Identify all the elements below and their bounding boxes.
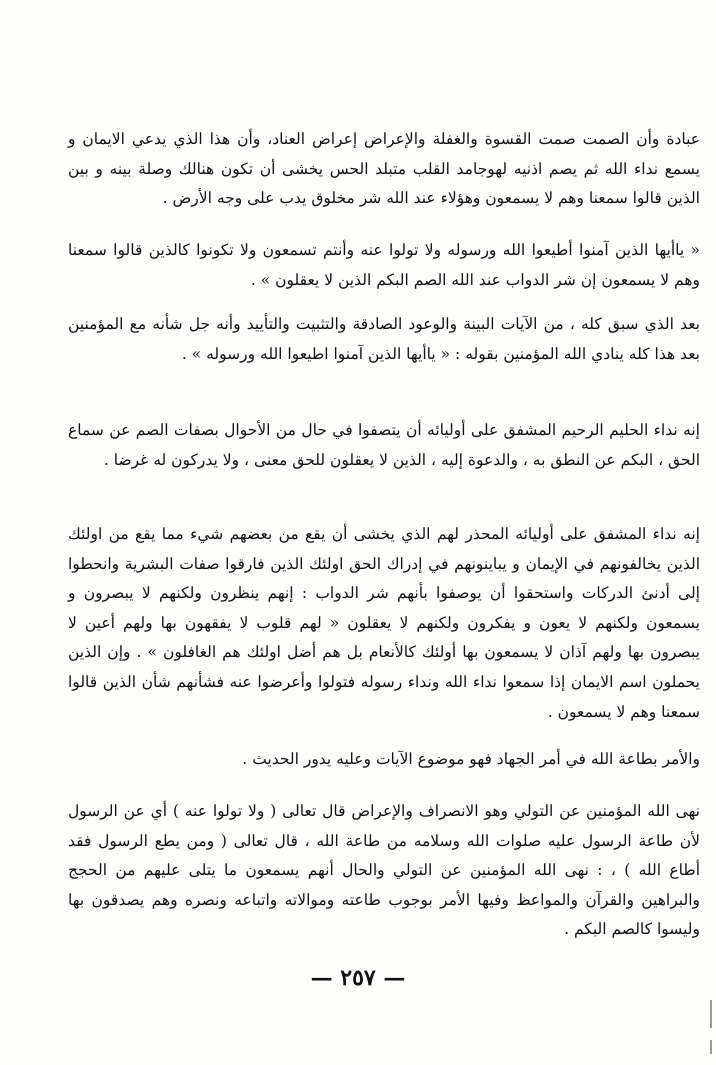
page-number: — ٢٥٧ — [310, 965, 406, 991]
paragraph-2-quran-verse: « ياأيها الذين آمنوا أطيعوا الله ورسوله ولا تولوا عنه وأنتم تسمعون ولا تكونوا كالذين قالوا سمعنا وهم لا يسمعون إن شر الدواب عند الله الصم البكم الذين لا يعقلون » . [68, 241, 700, 289]
paragraph-3: بعد الذي سبق كله ، من الآيات البينة والوعود الصادقة والتثبيت والتأييد وأنه جل شأنه مع المؤمنين بعد هذا كله ينادي الله المؤمنين بقوله : « ياأيها الذين آمنوا اطيعوا الله ورسوله » . [68, 315, 700, 363]
paragraph-4: إنه نداء الحليم الرحيم المشفق على أوليائه أن يتصفوا في حال من الأحوال بصفات الصم عن سماع الحق ، البكم عن النطق به ، والدعوة إليه ، الذين لا يعقلون للحق معنى ، ولا يدركون له غرضا . [68, 421, 700, 469]
paragraph-1: عبادة وأن الصمت صمت القسوة والغفلة والإعراض إعراض العناد، وأن هذا الذي يدعي الايمان و يسمع نداء الله ثم يصم اذنيه لهوجامد القلب متبلد الحس يخشى أن تكون هنالك وصلة بينه و بين الذين قالوا سمعنا وهم لا يسمعون وهؤلاء عند الله شر مخلوق يدب على وجه الأرض . [68, 130, 700, 208]
paragraph-5: إنه نداء المشفق على أوليائه المحذر لهم الذي يخشى أن يقع من بعضهم شيء مما يقع من اولئك الذين يخالفونهم في الإيمان و يباينونهم في إدراك الحق اولئك الذين فارقوا صفات البشرية وانحطوا إلى أدنئ الدركات واستحقوا أن يوصفوا بأنهم شر الدواب : إنهم ينظرون ولكنهم لا يبصرون و يسمعون ولكنهم لا يعون و يفكرون ولكنهم لا يعقلون « لهم قلوب لا يفقهون بها ولهم أعين لا يبصرون بها ولهم آذان لا يسمعون بها أولئك كالأنعام بل هم أضل اولئك هم الغافلون » . وإن الذين يحملون اسم الايمان إذا سمعوا نداء الله ونداء رسوله فتولوا وأعرضوا عنه فشأنهم شأن الذين قالوا سمعنا وهم لا يسمعون . [68, 525, 700, 721]
scan-edge-mark [710, 1000, 712, 1028]
scan-edge-mark [710, 1040, 712, 1054]
paragraph-6: والأمر بطاعة الله في أمر الجهاد فهو موضوع الآيات وعليه يدور الحديث . [242, 750, 700, 768]
paragraph-7: نهى الله المؤمنين عن التولي وهو الانصراف والإعراض قال تعالى ( ولا تولوا عنه ) أي عن الرسول لأن طاعة الرسول عليه صلوات الله وسلامه من طاعة الله ، قال تعالى ( ومن يطع الرسول فقد أطاع الله ) ، : نهى الله المؤمنين عن التولي والحال أنهم يسمعون ما يتلى عليهم من الحجج والبراهين والقرآن والمواعظ وفيها الأمر بوجوب طاعته وموالاته واتباعه ونصره وهم يصدقون بها وليسوا كالصم البكم . [68, 802, 700, 939]
